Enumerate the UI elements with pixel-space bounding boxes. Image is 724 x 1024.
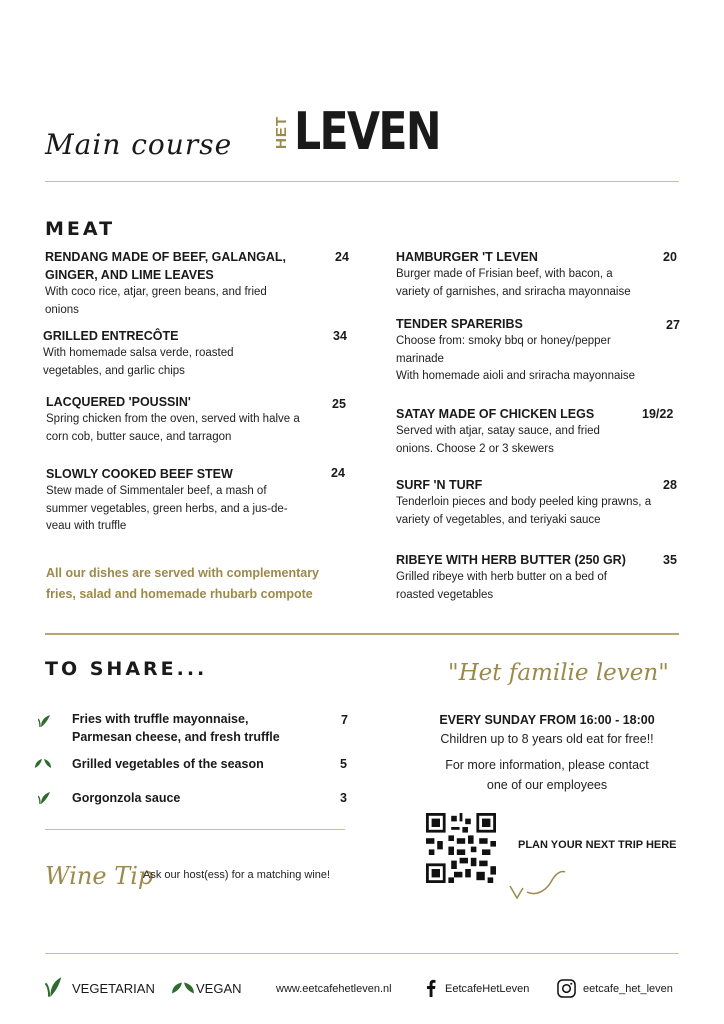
family-line-1: Children up to 8 years old eat for free!!	[440, 732, 654, 746]
dishes-note: All our dishes are served with complementary fries, salad and homemade rhubarb compote	[46, 566, 320, 601]
share-divider	[45, 829, 345, 830]
header-divider	[45, 181, 679, 182]
dish-ribeye: RIBEYE WITH HERB BUTTER (250 GR) Grilled ribeye with herb butter on a bed of roasted vegetables	[396, 553, 626, 601]
dish-hamburger: HAMBURGER 'T LEVEN Burger made of Frisian beef, with bacon, a variety of garnishes, and sriracha mayonnaise	[396, 250, 631, 298]
price-spareribs: 27	[666, 318, 680, 332]
wine-tip-text: Ask our host(ess) for a matching wine!	[143, 869, 331, 881]
vegetarian-leaf-icon	[38, 791, 52, 805]
price-ribeye: 35	[663, 553, 677, 567]
vegetarian-leaf-icon	[45, 976, 63, 998]
family-script-title: "Het familie leven"	[448, 660, 669, 686]
price-satay: 19/22	[642, 407, 674, 421]
instagram-link[interactable]: eetcafe_het_leven	[583, 983, 673, 995]
share-heading: TO SHARE...	[45, 658, 208, 680]
logo-small-text: HET	[273, 115, 290, 149]
instagram-icon[interactable]	[557, 979, 576, 998]
meat-divider	[45, 633, 679, 635]
footer	[45, 976, 685, 1002]
main-course-script-title: Main course	[45, 128, 233, 161]
vegetarian-leaf-icon	[38, 714, 52, 728]
price-share-fries: 7	[341, 713, 348, 727]
plan-trip-label: PLAN YOUR NEXT TRIP HERE	[518, 839, 677, 851]
family-info	[415, 711, 679, 795]
facebook-link[interactable]: EetcafeHetLeven	[445, 983, 530, 995]
price-entrecote: 34	[333, 329, 347, 343]
vegan-label: VEGAN	[196, 981, 242, 996]
family-line-2: For more information, please contact	[445, 758, 649, 772]
family-heading: EVERY SUNDAY FROM 16:00 - 18:00	[439, 713, 655, 727]
price-rendang: 24	[335, 250, 349, 264]
family-line-3: one of our employees	[486, 778, 608, 792]
dish-entrecote: GRILLED ENTRECÔTE With homemade salsa verde, roasted vegetables, and garlic chips	[43, 329, 234, 377]
website-link[interactable]: www.eetcafehetleven.nl	[276, 983, 392, 995]
logo	[274, 104, 472, 160]
dish-rendang: RENDANG MADE OF BEEF, GALANGAL, GINGER, AND LIME LEAVES With coco rice, atjar, green beans, and fried onions	[45, 250, 286, 316]
price-surf-n-turf: 28	[663, 478, 677, 492]
dish-satay: SATAY MADE OF CHICKEN LEGS Served with atjar, satay sauce, and fried onions. Choose 2 or 3 skewers	[396, 407, 600, 455]
price-beef-stew: 24	[331, 466, 345, 480]
share-item-vegetables: Grilled vegetables of the season	[34, 755, 354, 773]
dish-spareribs: TENDER SPARERIBS Choose from: smoky bbq or honey/pepper marinade With homemade aioli and sriracha mayonnaise	[396, 317, 636, 382]
vegan-leaves-icon	[34, 757, 52, 771]
share-item-gorgonzola: Gorgonzola sauce	[38, 789, 358, 807]
price-hamburger: 20	[663, 250, 677, 264]
price-poussin: 25	[332, 397, 346, 411]
dish-poussin: LACQUERED 'POUSSIN' Spring chicken from the oven, served with halve a corn cob, butter sauce, and tarragon	[46, 395, 300, 443]
share-item-fries: Fries with truffle mayonnaise, Parmesan cheese, and fresh truffle	[38, 710, 358, 746]
wine-tip-script-title: Wine Tip	[45, 862, 154, 890]
dish-beef-stew: SLOWLY COOKED BEEF STEW Stew made of Simmentaler beef, a mash of summer vegetables, green herbs, and a jus-de-veau with truffle	[46, 467, 288, 532]
facebook-icon[interactable]	[426, 979, 436, 997]
vegan-leaves-icon	[171, 980, 195, 996]
qr-code[interactable]	[426, 813, 496, 883]
price-share-vegetables: 5	[340, 757, 347, 771]
logo-big-text: LEVEN	[294, 102, 440, 162]
meat-heading: MEAT	[45, 218, 116, 240]
price-share-gorgonzola: 3	[340, 791, 347, 805]
dish-surf-n-turf: SURF 'N TURF Tenderloin pieces and body peeled king prawns, a variety of vegetables, and teriyaki sauce	[396, 478, 652, 526]
vegetarian-label: VEGETARIAN	[72, 981, 155, 996]
decorative-arrow-icon	[505, 866, 575, 906]
footer-divider	[45, 953, 679, 954]
